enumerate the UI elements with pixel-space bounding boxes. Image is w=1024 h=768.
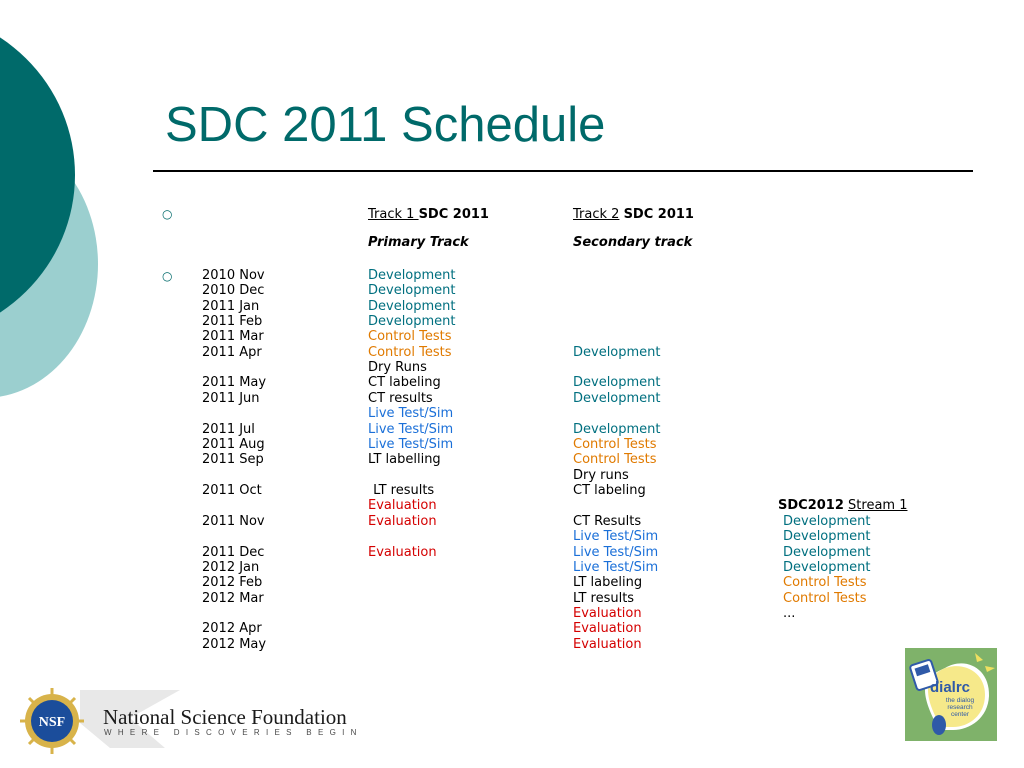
track1-item: Evaluation	[368, 514, 437, 529]
track1-item: CT labeling	[368, 375, 441, 390]
track2-item: Dry runs	[573, 468, 629, 483]
track2-subtitle: Secondary track	[573, 235, 693, 250]
stream1-item: Development	[783, 529, 871, 544]
track2-item: CT labeling	[573, 483, 646, 498]
track1-item: Development	[368, 314, 456, 329]
month-label: 2011 Jan	[202, 299, 260, 314]
month-label: 2011 Dec	[202, 545, 265, 560]
month-label: 2011 Nov	[202, 514, 265, 529]
track1-item: Development	[368, 268, 456, 283]
track1-item: Development	[368, 299, 456, 314]
track1-item: LT labelling	[368, 452, 441, 467]
month-label: 2011 Jun	[202, 391, 260, 406]
month-label: 2010 Nov	[202, 268, 265, 283]
track1-item: Dry Runs	[368, 360, 427, 375]
sdc2012-header	[778, 498, 907, 513]
month-label: 2011 Feb	[202, 314, 263, 329]
track2-item: Live Test/Sim	[573, 560, 659, 575]
dialrc-tagline: research	[947, 704, 973, 711]
track1-link[interactable]: Track 1	[368, 207, 419, 222]
track2-item: Live Test/Sim	[573, 545, 659, 560]
track1-item: Evaluation	[368, 498, 437, 513]
track2-link[interactable]: Track 2	[573, 207, 620, 222]
track1-item: CT results	[368, 391, 433, 406]
track1-item: Live Test/Sim	[368, 437, 454, 452]
dialrc-tagline: the dialog	[945, 697, 975, 704]
nsf-tagline: WHERE DISCOVERIES BEGIN	[104, 728, 363, 737]
track2-item: LT labeling	[573, 575, 643, 590]
track1-header	[368, 207, 489, 222]
track1-item: Development	[368, 283, 456, 298]
dialrc-emblem-icon	[905, 648, 997, 741]
bullet-icon: ○	[162, 269, 173, 283]
track2-item: Development	[573, 391, 661, 406]
track2-item: Development	[573, 375, 661, 390]
track1-item: Live Test/Sim	[368, 406, 454, 421]
stream1-item: Control Tests	[783, 591, 867, 606]
stream1-item: Development	[783, 545, 871, 560]
month-label: 2011 Jul	[202, 422, 255, 437]
track2-item: Evaluation	[573, 621, 642, 636]
month-label: 2011 Mar	[202, 329, 264, 344]
title-divider	[153, 170, 973, 172]
month-label: 2011 May	[202, 375, 267, 390]
track1-subtitle: Primary Track	[368, 235, 469, 250]
track2-item: CT Results	[573, 514, 642, 529]
month-label: 2012 Apr	[202, 621, 262, 636]
nsf-badge-text: NSF	[38, 715, 66, 730]
track2-header	[573, 207, 694, 222]
stream1-item: Development	[783, 560, 871, 575]
nsf-logo	[20, 688, 363, 758]
track2-item: Live Test/Sim	[573, 529, 659, 544]
month-label: 2012 Feb	[202, 575, 263, 590]
month-label: 2012 Mar	[202, 591, 264, 606]
dialrc-name: dialrc	[930, 679, 971, 696]
month-label: 2011 Apr	[202, 345, 262, 360]
bullet-icon: ○	[162, 207, 173, 221]
month-label: 2011 Aug	[202, 437, 265, 452]
nsf-name: National Science Foundation	[103, 705, 347, 729]
track1-sdc: SDC 2011	[418, 207, 489, 222]
track2-sdc: SDC 2011	[623, 207, 694, 222]
track2-item: Evaluation	[573, 606, 642, 621]
track2-item: Control Tests	[573, 437, 657, 452]
track1-item: Live Test/Sim	[368, 422, 454, 437]
track1-item: Evaluation	[368, 545, 437, 560]
track2-item: Evaluation	[573, 637, 642, 652]
month-label: 2011 Oct	[202, 483, 262, 498]
month-label: 2012 May	[202, 637, 267, 652]
track2-item: Development	[573, 345, 661, 360]
month-label: 2011 Sep	[202, 452, 264, 467]
month-label: 2010 Dec	[202, 283, 265, 298]
track2-item: Development	[573, 422, 661, 437]
stream1-item: Development	[783, 514, 871, 529]
stream1-link[interactable]: Stream 1	[848, 498, 908, 513]
track1-item: LT results	[369, 483, 435, 498]
stream1-item: ...	[783, 606, 796, 621]
dialrc-logo	[905, 648, 997, 741]
dialrc-tagline: center	[950, 711, 970, 718]
track1-item: Control Tests	[368, 345, 452, 360]
month-label: 2012 Jan	[202, 560, 260, 575]
track1-item: Control Tests	[368, 329, 452, 344]
stream1-item: Control Tests	[783, 575, 867, 590]
slide-title: SDC 2011 Schedule	[165, 98, 606, 152]
track2-item: Control Tests	[573, 452, 657, 467]
sdc2012-label: SDC2012	[778, 498, 844, 513]
track2-item: LT results	[573, 591, 635, 606]
